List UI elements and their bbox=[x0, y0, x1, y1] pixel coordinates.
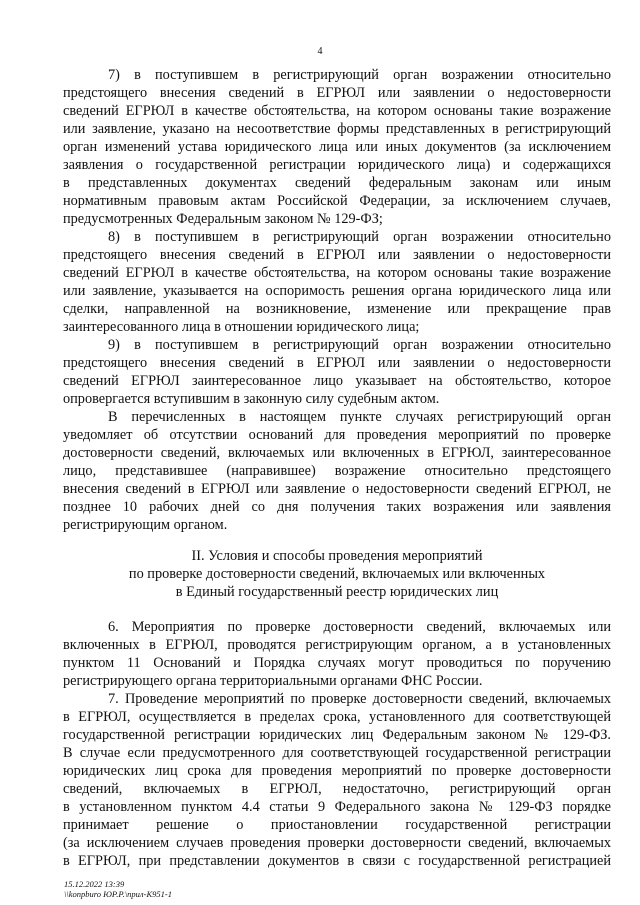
text-line: В перечисленных в настоящем пункте случаях регистрирующий орган bbox=[108, 409, 611, 425]
text-line: государственной регистрации юридических лиц Федеральным законом № 129-ФЗ. bbox=[63, 727, 611, 743]
text-line: предстоящего внесения сведений в ЕГРЮЛ или заявлении о недостоверности bbox=[63, 247, 611, 263]
heading-line: II. Условия и способы проведения мероприятий bbox=[191, 548, 483, 564]
text-line: предусмотренных Федеральным законом № 129-ФЗ; bbox=[63, 211, 383, 227]
text-line: позднее 10 рабочих дней со дня получения таких возражения или заявления bbox=[63, 499, 611, 515]
text-line: регистрирующим органом. bbox=[63, 517, 228, 533]
text-line: сведений ЕГРЮЛ в качестве обстоятельства, на котором основаны такие возражение bbox=[63, 103, 611, 119]
heading-line: по проверке достоверности сведений, включаемых или включенных bbox=[128, 566, 546, 582]
text-line: в ЕГРЮЛ, осуществляется в пределах срока, установленного для соответствующей bbox=[63, 709, 611, 725]
text-line: заинтересованного лица в отношении юридического лица; bbox=[63, 319, 420, 335]
text-line: включенных в ЕГРЮЛ, проводятся регистрирующим органом, а в установленных bbox=[63, 637, 611, 653]
text-line: заявления о государственной регистрации юридического лица) и содержащихся bbox=[63, 157, 611, 173]
text-line: сведений ЕГРЮЛ в качестве обстоятельства, на котором основаны такие возражение bbox=[63, 265, 611, 281]
text-line: 7) в поступившем в регистрирующий орган возражении относительно bbox=[108, 67, 611, 83]
text-line: нормативным правовым актам Российской Федерации, за исключением случаев, bbox=[63, 193, 611, 209]
text-line: принимает решение о приостановлении государственной регистрации bbox=[63, 817, 611, 833]
text-line: орган изменений устава юридического лица или иных документов (за исключением bbox=[63, 139, 611, 155]
text-line: (за исключением случаев проведения проверки достоверности сведений, включаемых bbox=[63, 835, 611, 851]
text-line: предстоящего внесения сведений в ЕГРЮЛ или заявлении о недостоверности bbox=[63, 355, 611, 371]
text-line: юридических лиц срока для проведения мероприятий по проверке достоверности bbox=[63, 763, 611, 779]
text-line: или заявление, указано на несоответствие формы представленных в регистрирующий bbox=[63, 121, 611, 137]
text-line: 8) в поступившем в регистрирующий орган возражении относительно bbox=[108, 229, 611, 245]
text-line: уведомляет об отсутствии оснований для проведения мероприятий по проверке bbox=[63, 427, 611, 443]
text-line: сделки, направленной на возникновение, изменение или прекращение прав bbox=[63, 301, 611, 317]
text-line: или заявление, указывается на оспоримость решения органа юридического лица или bbox=[63, 283, 611, 299]
text-line: в установленном пунктом 4.4 статьи 9 Федерального закона № 129-ФЗ порядке bbox=[63, 799, 611, 815]
text-line: 6. Мероприятия по проверке достоверности сведений, включаемых или bbox=[108, 619, 611, 635]
text-line: в представленных документах сведений федеральным законам или иным bbox=[63, 175, 611, 191]
text-line: опровергается вступившим в законную силу судебным актом. bbox=[63, 391, 440, 407]
text-line: сведений ЕГРЮЛ заинтересованное лицо указывает на обстоятельство, которое bbox=[63, 373, 611, 389]
text-line: регистрирующего органа территориальными органами ФНС России. bbox=[63, 673, 483, 689]
text-line: внесения сведений в ЕГРЮЛ или заявление о недостоверности сведений ЕГРЮЛ, не bbox=[63, 481, 611, 497]
heading-line: в Единый государственный реестр юридических лиц bbox=[175, 584, 499, 600]
text-line: достоверности сведений, включаемых или включенных в ЕГРЮЛ, заинтересованное bbox=[63, 445, 611, 461]
text-line: сведений, включаемых в ЕГРЮЛ, недостаточно, регистрирующий орган bbox=[63, 781, 611, 797]
text-line: В случае если предусмотренного для соответствующей государственной регистрации bbox=[63, 745, 611, 761]
text-line: предстоящего внесения сведений в ЕГРЮЛ или заявлении о недостоверности bbox=[63, 85, 611, 101]
footer-timestamp: 15.12.2022 13:39 bbox=[64, 879, 125, 889]
text-line: пунктом 11 Оснований и Порядка случаях могут проводиться по поручению bbox=[63, 655, 611, 671]
text-line: в ЕГРЮЛ, при представлении документов в связи с государственной регистрацией bbox=[63, 853, 611, 869]
footer-path: \\konpburo ЮР.Р.\прил-К951-1 bbox=[64, 889, 172, 899]
text-line: лицо, представившее (направившее) возражение относительно предстоящего bbox=[63, 463, 611, 479]
text-line: 7. Проведение мероприятий по проверке достоверности сведений, включаемых bbox=[108, 691, 611, 707]
page-number: 4 bbox=[317, 46, 323, 57]
text-line: 9) в поступившем в регистрирующий орган возражении относительно bbox=[108, 337, 611, 353]
